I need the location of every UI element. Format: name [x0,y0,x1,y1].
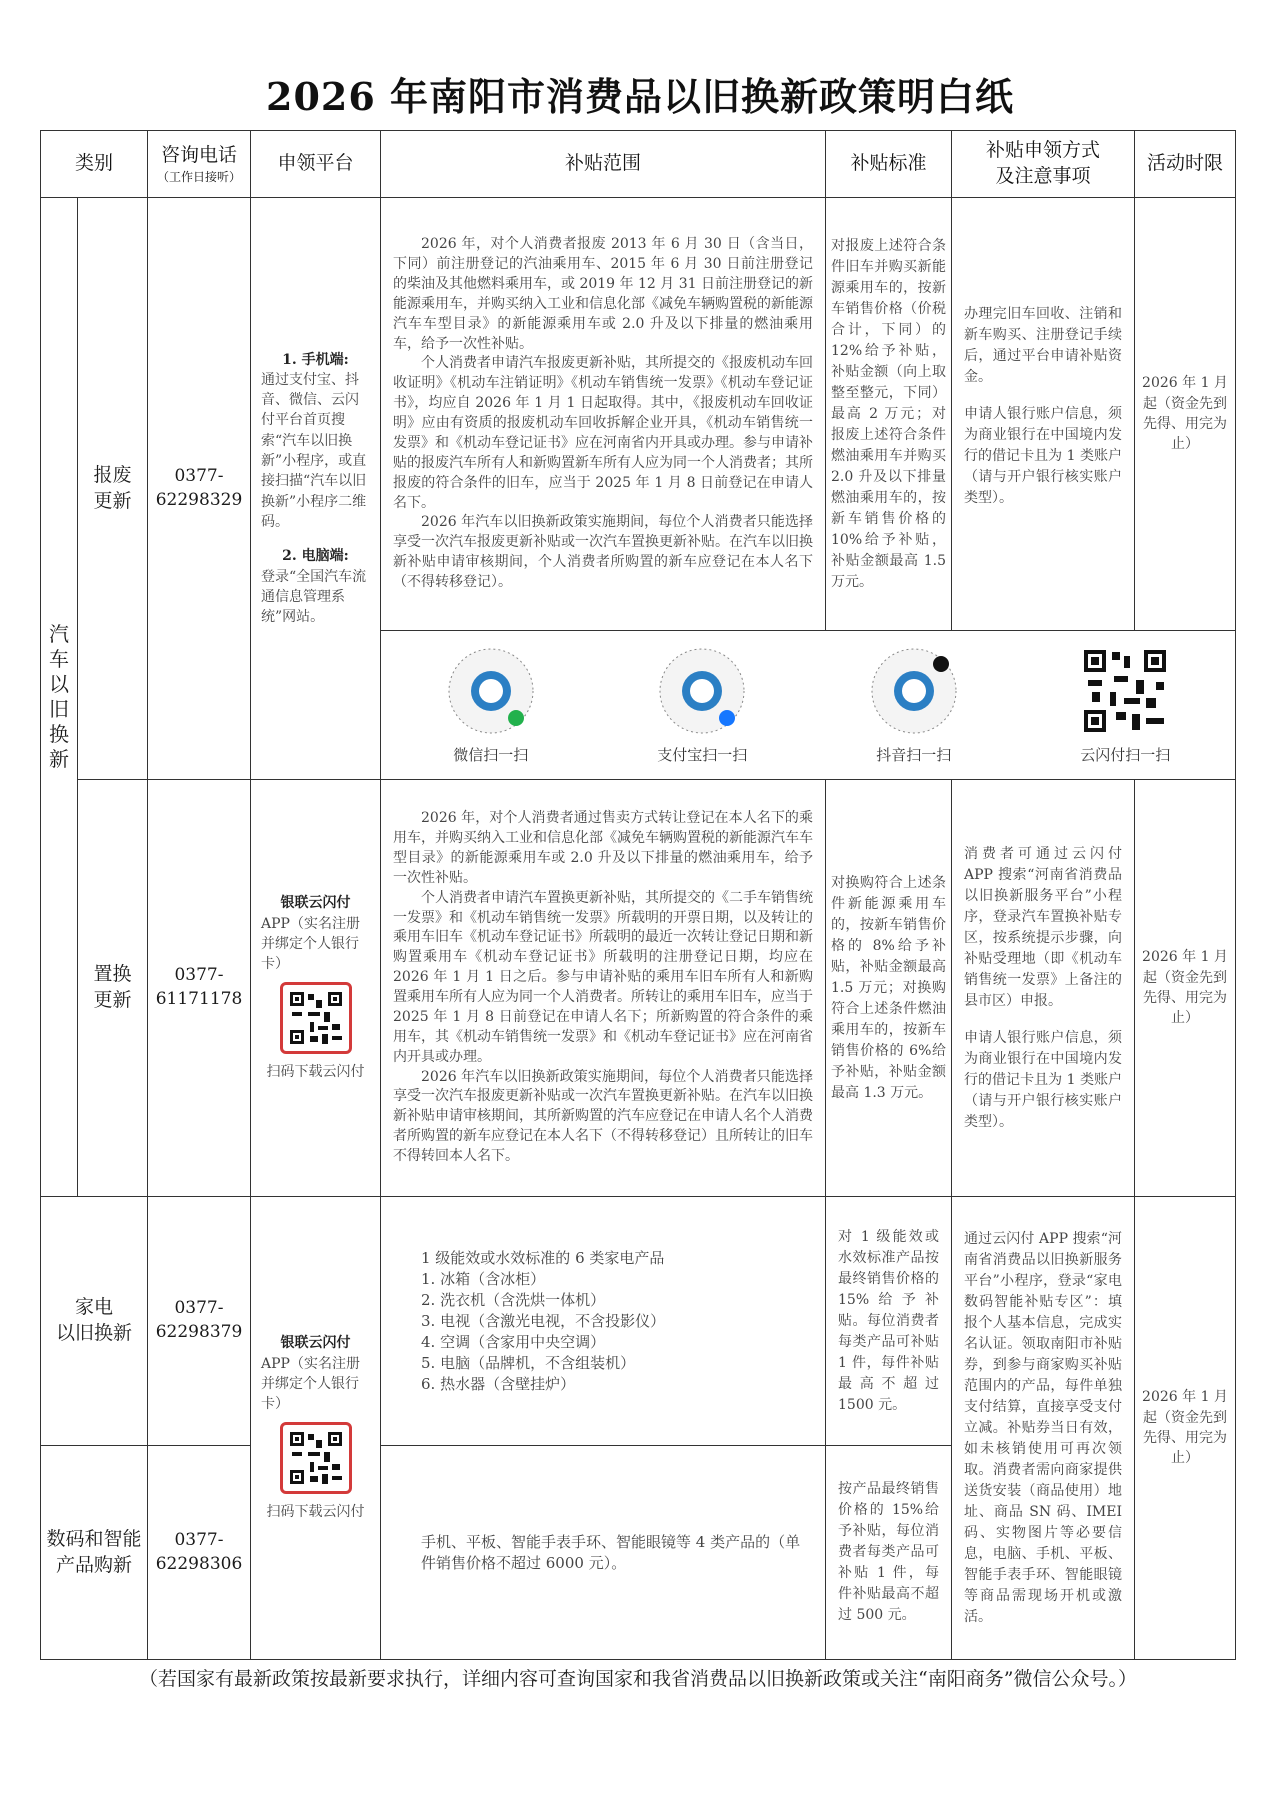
scrap-phone[interactable]: 0377- 62298329 [147,197,251,780]
unionpay-app-qr-icon[interactable] [280,982,352,1054]
appliance-standard: 对 1 级能效或水效标准产品按最终销售价格的 15%给予补贴。每位消费者每类产品可补贴 1 件，每件补贴最高不超过 1500 元。 [825,1196,952,1446]
wechat-miniprogram-icon [446,646,536,736]
scrap-period: 2026 年 1 月起（资金先到先得、用完为止） [1134,197,1236,631]
qr-alipay[interactable]: 支付宝扫一扫 [657,646,747,765]
qr-wechat[interactable]: 微信扫一扫 [446,646,536,765]
digital-phone[interactable]: 0377- 62298306 [147,1445,251,1660]
unionpay-app-qr-icon[interactable] [280,1422,352,1494]
scrap-label: 报废 更新 [77,197,148,780]
header-scope: 补贴范围 [380,130,826,198]
appliance-phone[interactable]: 0377- 62298379 [147,1196,251,1446]
shared-method: 通过云闪付 APP 搜索“河南省消费品以旧换新服务平台”小程序，登录“家电数码智能补贴专区”：填报个人基本信息，完成实名认证。领取南阳市补贴券，到参与商家购买补贴范围内的产品，每件单独支付结算，直接享受支付立减。补贴券当日有效，如未核销使用可再次领取。消费者需向商家提供送货安装（商品使用）地址、商品 SN 码、IMEI 码、实物图片等必要信息，电脑、手机、平板、智能手表手环、智能眼镜等商品需现场开机或激活。 [951,1196,1135,1660]
replace-method: 消费者可通过云闪付 APP 搜索“河南省消费品以旧换新服务平台”小程序，登录汽车置换补贴专区，按系统提示步骤，向补贴受理地（即《机动车销售统一发票》上备注的县市区）申报。 申请人银行账户信息，须为商业银行在中国境内发行的借记卡且为 1 类账户（请与开户银行核实账户类型）。 [951,779,1135,1197]
header-platform: 申领平台 [250,130,381,198]
replace-standard: 对换购符合上述条件新能源乘用车的，按新车销售价格的 8%给予补贴，补贴金额最高 1.5 万元；对换购符合上述条件燃油乘用车的，按新车销售价格的 6%给予补贴，补贴金额最高 1.3 万元。 [825,779,952,1197]
replace-label: 置换 更新 [77,779,148,1197]
digital-standard: 按产品最终销售价格的 15%给予补贴，每位消费者每类产品可补贴 1 件，每件补贴最高不超过 500 元。 [825,1445,952,1660]
footer-note: （若国家有最新政策按最新要求执行，详细内容可查询国家和我省消费品以旧换新政策或关注“南阳商务”微信公众号。） [139,1668,1137,1690]
digital-label: 数码和智能 产品购新 [40,1445,148,1660]
shared-period: 2026 年 1 月起（资金先到先得、用完为止） [1134,1196,1236,1660]
scrap-scope: 2026 年，对个人消费者报废 2013 年 6 月 30 日（含当日，下同）前注册登记的汽油乘用车、2015 年 6 月 30 日前注册登记的柴油及其他燃料乘用车，或 2019 年 12 月 31 日前注册登记的新能源乘用车，并购买纳入工业和信息化部《减免车辆购置税的新能源汽车车型目录》的新能源乘用车或 2.0 升及以下排量的燃油乘用车，给予一次性补贴。 个人消费者申请汽车报废更新补贴，其所提交的《报废机动车回收证明》《机动车注销证明》《机动车销售统一发票》《机动车登记证书》，均应自 2026 年 1 月 1 日起取得。其中，《报废机动车回收证明》应由有资质的报废机动车回收拆解企业开具，《机动车销售统一发票》和《机动车登记证书》应在河南省内开具或办理。参与申请补贴的报废汽车所有人和新购置新车所有人应为同一个人消费者；其所报废的符合条件的旧车，应当于 2025 年 1 月 8 日前登记在申请人名下。 2026 年汽车以旧换新政策实施期间，每位个人消费者只能选择享受一次汽车报废更新补贴或一次汽车置换更新补贴。在汽车以旧换新补贴申请审核期间，个人消费者所购置的新车应登记在本人名下（不得转移登记）。 [380,197,826,631]
header-category: 类别 [40,130,148,198]
replace-scope: 2026 年，对个人消费者通过售卖方式转让登记在本人名下的乘用车，并购买纳入工业和信息化部《减免车辆购置税的新能源汽车车型目录》的新能源乘用车或 2.0 升及以下排量的燃油乘用车，给予一次性补贴。 个人消费者申请汽车置换更新补贴，其所提交的《二手车销售统一发票》和《机动车销售统一发票》所载明的开票日期，以及转让的乘用车旧车《机动车登记证书》所载明的最近一次转让登记日期和新购置乘用车《机动车登记证书》所载明的注册登记日期，均应在 2026 年 1 月 1 日之后。参与申请补贴的乘用车旧车所有人和新购置乘用车所有人应为同一个人消费者。所转让的乘用车旧车，应当于 2025 年 1 月 8 日前登记在申请人名下；所新购置的符合条件的乘用车，其《机动车销售统一发票》和《机动车登记证书》应在河南省内开具或办理。 2026 年汽车以旧换新政策实施期间，每位个人消费者只能选择享受一次汽车报废更新补贴或一次汽车置换更新补贴。在汽车以旧换新补贴申请审核期间，其所新购置的汽车应登记在申请人名个人消费者所购置的新车应登记在本人名下（不得转移登记）且所转让的旧车不得转回本人名下。 [380,779,826,1197]
appliance-scope: 1 级能效或水效标准的 6 类家电产品 1. 冰箱（含冰柜） 2. 洗衣机（含洗烘一体机） 3. 电视（含激光电视，不含投影仪） 4. 空调（含家用中央空调） 5. 电脑（品牌机，不含组装机） 6. 热水器（含壁挂炉） [380,1196,826,1446]
scrap-platform: 1. 手机端: 通过支付宝、抖音、微信、云闪付平台首页搜索“汽车以旧换新”小程序，或直接扫描“汽车以旧换新”小程序二维码。 2. 电脑端: 登录“全国汽车流通信息管理系统”网站。 [250,197,381,780]
shared-platform: 银联云闪付 APP（实名注册并绑定个人银行卡） 扫码下载云闪付 [250,1196,381,1660]
scrap-method: 办理完旧车回收、注销和新车购买、注册登记手续后，通过平台申请补贴资金。 申请人银行账户信息，须为商业银行在中国境内发行的借记卡且为 1 类账户（请与开户银行核实账户类型）。 [951,197,1135,631]
replace-platform: 银联云闪付 APP（实名注册并绑定个人银行卡） 扫码下载云闪付 [250,779,381,1197]
header-method: 补贴申领方式 及注意事项 [951,130,1135,198]
alipay-miniprogram-icon [657,646,747,736]
header-phone: 咨询电话 （工作日接听） [147,130,251,198]
qr-code-icon [1080,646,1170,736]
header-period: 活动时限 [1134,130,1236,198]
page-title: 2026 年南阳市消费品以旧换新政策明白纸 [266,74,1014,119]
qr-douyin[interactable]: 抖音扫一扫 [869,646,959,765]
replace-period: 2026 年 1 月起（资金先到先得、用完为止） [1134,779,1236,1197]
douyin-miniprogram-icon [869,646,959,736]
scrap-qr-row [380,630,1236,780]
qr-unionpay[interactable]: 云闪付扫一扫 [1080,646,1170,765]
scrap-standard: 对报废上述符合条件旧车并购买新能源乘用车的，按新车销售价格（价税合计，下同）的 12%给予补贴，补贴金额（向上取整至整元，下同）最高 2 万元；对报废上述符合条件燃油乘用车并购买 2.0 升及以下排量燃油乘用车的，按新车销售价格的 10%给予补贴，补贴金额最高 1.5 万元。 [825,197,952,631]
policy-table [40,130,1236,1660]
appliance-label: 家电 以旧换新 [40,1196,148,1446]
header-standard: 补贴标准 [825,130,952,198]
replace-phone[interactable]: 0377- 61171178 [147,779,251,1197]
car-category: 汽车以旧换新 [40,197,78,1197]
digital-scope: 手机、平板、智能手表手环、智能眼镜等 4 类产品的（单件销售价格不超过 6000 元）。 [380,1445,826,1660]
